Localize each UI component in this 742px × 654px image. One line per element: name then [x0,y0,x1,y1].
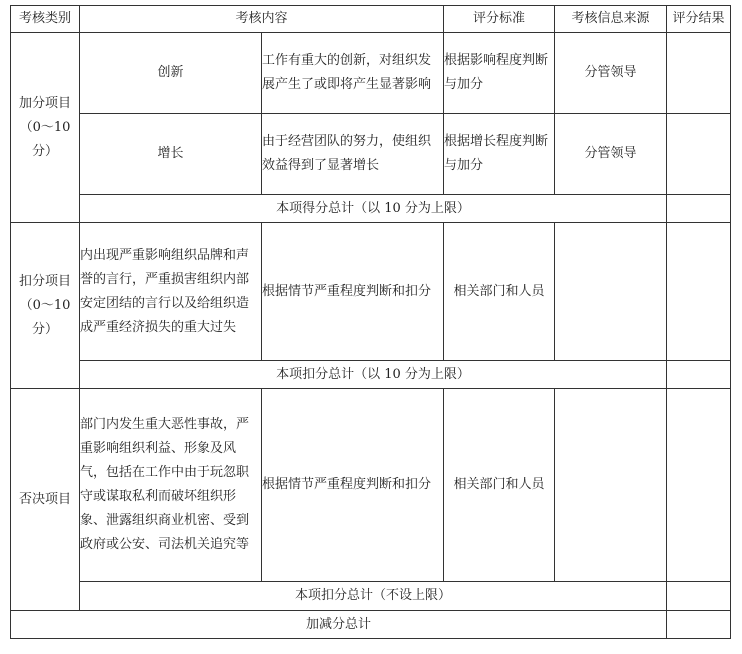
bonus-description-innovation: 工作有重大的创新，对组织发展产生了或即将产生显著影响 [262,33,444,114]
veto-source: 相关部门和人员 [444,389,555,582]
bonus-result-innovation[interactable] [667,33,731,114]
evaluation-table [10,5,731,639]
bonus-subtotal-result[interactable] [667,195,731,223]
bonus-result-growth[interactable] [667,114,731,195]
table-row [11,389,731,582]
bonus-standard-growth: 根据增长程度判断与加分 [444,114,555,195]
header-content: 考核内容 [80,6,444,33]
bonus-source-growth: 分管领导 [555,114,667,195]
deduction-description: 内出现严重影响组织品牌和声誉的言行，严重损害组织内部安定团结的言行以及给组织造成严重经济损失的重大过失 [80,223,262,361]
deduction-subtotal-label: 本项扣分总计（以 10 分为上限） [80,361,667,389]
deduction-empty-cell [555,223,667,361]
header-result: 评分结果 [667,6,731,33]
evaluation-table-container [10,5,731,639]
grand-total-result[interactable] [667,611,731,639]
veto-result[interactable] [667,389,731,582]
deduction-result[interactable] [667,223,731,361]
bonus-subtotal-label: 本项得分总计（以 10 分为上限） [80,195,667,223]
table-row [11,33,731,114]
deduction-category [11,223,80,389]
veto-subtotal-result[interactable] [667,582,731,611]
table-row [11,361,731,389]
bonus-description-growth: 由于经营团队的努力，使组织效益得到了显著增长 [262,114,444,195]
grand-total-label: 加减分总计 [11,611,667,639]
veto-subtotal-label: 本项扣分总计（不设上限） [80,582,667,611]
bonus-category-name: 加分项目 [18,95,71,111]
veto-description: 部门内发生重大恶性事故，严重影响组织利益、形象及风气，包括在工作中由于玩忽职守或谋取私利而破坏组织形象、泄露组织商业机密、受到政府或公安、司法机关追究等 [80,389,262,582]
header-standard: 评分标准 [444,6,555,33]
deduction-category-name: 扣分项目 [18,273,71,289]
table-row [11,582,731,611]
bonus-source-innovation: 分管领导 [555,33,667,114]
veto-empty-cell [555,389,667,582]
deduction-subtotal-result[interactable] [667,361,731,389]
veto-category: 否决项目 [11,389,80,611]
deduction-category-range: （0～10 分） [19,297,71,337]
bonus-standard-innovation: 根据影响程度判断与加分 [444,33,555,114]
deduction-source: 相关部门和人员 [444,223,555,361]
bonus-category-range: （0～10 分） [19,119,71,159]
deduction-standard: 根据情节严重程度判断和扣分 [262,223,444,361]
header-source: 考核信息来源 [555,6,667,33]
table-row [11,611,731,639]
header-category: 考核类别 [11,6,80,33]
table-row [11,195,731,223]
bonus-category [11,33,80,223]
bonus-item-innovation: 创新 [80,33,262,114]
table-row [11,223,731,361]
bonus-item-growth: 增长 [80,114,262,195]
veto-standard: 根据情节严重程度判断和扣分 [262,389,444,582]
header-row [11,6,731,33]
table-row [11,114,731,195]
